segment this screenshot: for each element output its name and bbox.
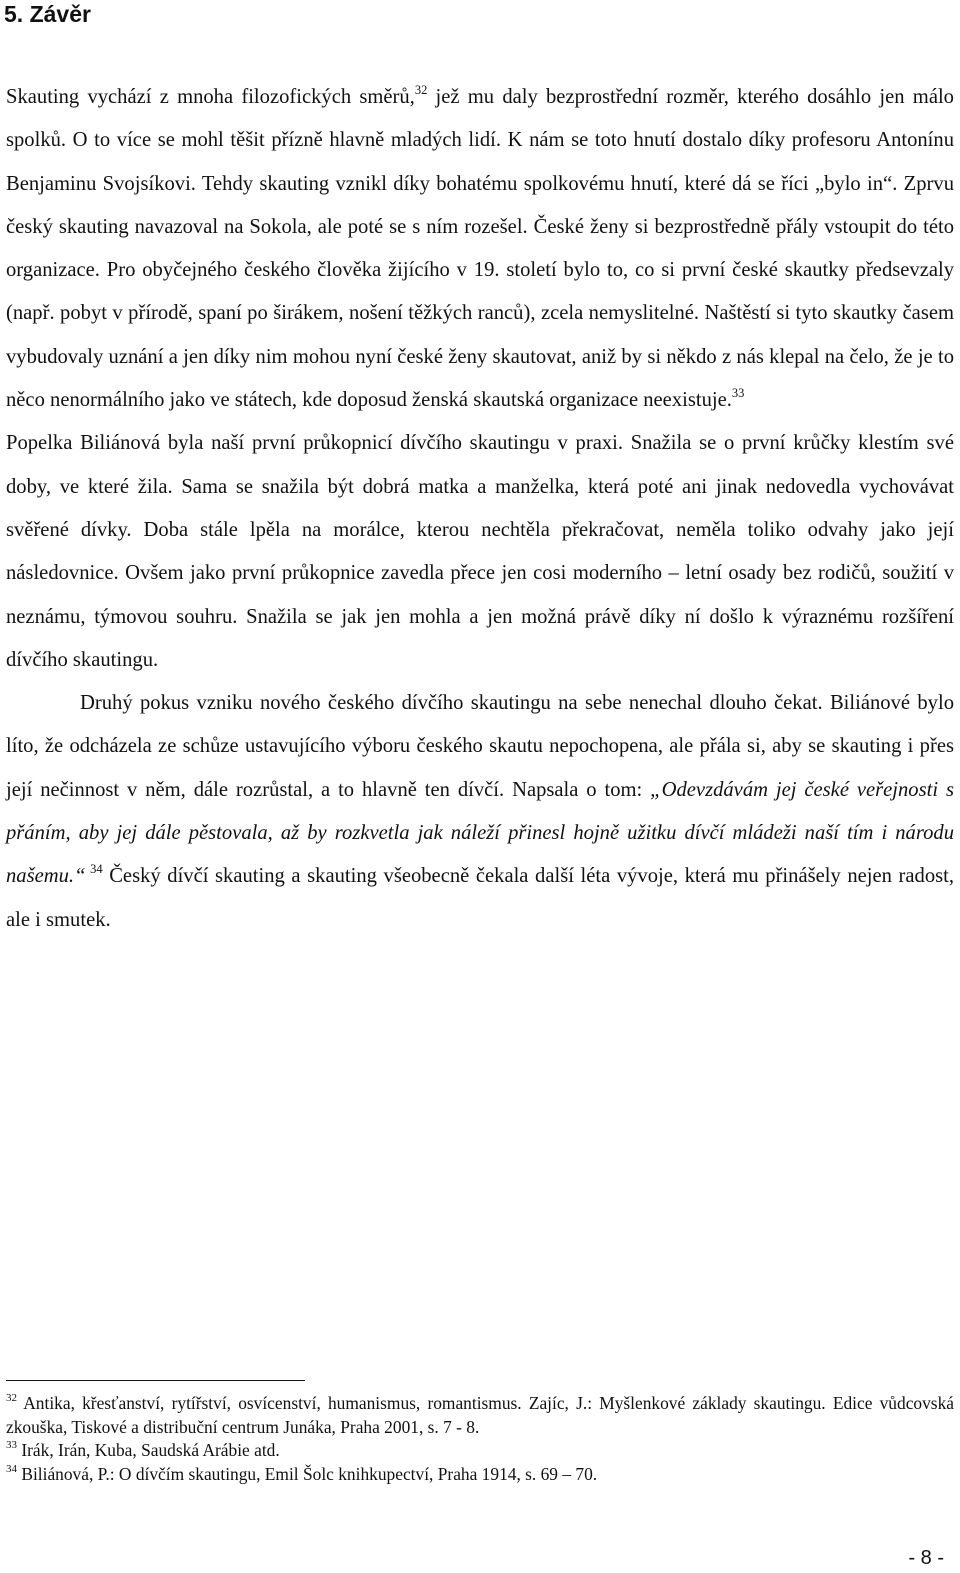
- footnote-text: Antika, křesťanství, rytířství, osvícenství, humanismus, romantismus. Zajíc, J.: Myšlenkové základy skautingu. Edice vůdcovská zkouška, Tiskové a distribuční centrum Junáka, Praha 2001, s. 7 - 8.: [6, 1393, 954, 1437]
- footnote-number: 32: [6, 1392, 17, 1404]
- paragraph-1: [6, 76, 954, 422]
- footnote-34: [6, 1463, 954, 1487]
- footnote-number: 34: [6, 1462, 17, 1475]
- paragraph-2: Popelka Biliánová byla naší první průkopnicí dívčího skautingu v praxi. Snažila se o první krůčky klestím své doby, ve které žila. Sama se snažila být dobrá matka a manželka, která poté ani jinak nedovedla vychovávat svěřené dívky. Doba stále lpěla na morálce, kterou nechtěla překračovat, neměla toliko odvahy jako její následovnice. Ovšem jako první průkopnice zavedla přece jen cosi moderního – letní osady bez rodičů, soužití v neznámu, týmovou souhru. Snažila se jak jen mohla a jen možná právě díky ní došlo k výraznému rozšíření dívčího skautingu.: [6, 432, 954, 671]
- footnote-ref-34: 34: [85, 862, 103, 877]
- chapter-heading: 5. Závěr: [4, 1, 91, 27]
- body-text: [6, 76, 954, 942]
- paragraph-3: [6, 682, 954, 942]
- footnote-separator: [6, 1380, 305, 1381]
- paragraph-3-text-a: Druhý pokus vzniku nového českého dívčího skautingu na sebe nenechal dlouho čekat. Biliánové bylo líto, že odcházela ze schůze ustavujícího výboru českého skautu nepochopena, ale přála si, aby se skauting i přes její nečinnost v něm, dále rozrůstal, a to hlavně ten dívčí. Napsala o tom:: [6, 692, 954, 801]
- footnote-text: Irák, Irán, Kuba, Saudská Arábie atd.: [17, 1440, 280, 1460]
- quotation: „Odevzdávám jej české veřejnosti s přáním, aby jej dále pěstovala, až by rozkvetla jak náleží přinesl hojně užitku dívčí mládeži naší tím i národu našemu.“: [6, 778, 954, 888]
- paragraph-3-text-b: Český dívčí skauting a skauting všeobecně čekala další léta vývoje, která mu přinášely nejen radost, ale i smutek.: [6, 865, 955, 931]
- footnote-32: [6, 1392, 954, 1439]
- paragraph-1-text-b: jež mu daly bezprostřední rozměr, kterého dosáhlo jen málo spolků. O to více se mohl těšit přízně hlavně mladých lidí. K nám se toto hnutí dostalo díky profesoru Antonínu Benjaminu Svojsíkovi. Tehdy skauting vznikl díky bohatému spolkovému hnutí, které dá se říci „bylo in“. Zprvu český skauting navazoval na Sokola, ale poté se s ním rozešel. České ženy si bezprostředně přály vstoupit do této organizace. Pro obyčejného českého člověka žijícího v 19. století bylo to, co si první české skautky předsevzaly (např. pobyt v přírodě, spaní po širákem, nošení těžkých ranců), zcela nemyslitelné. Naštěstí si tyto skautky časem vybudovaly uznání a jen díky nim mohou nyní české ženy skautovat, aniž by si někdo z nás klepal na čelo, že je to něco nenormálního jako ve státech, kde doposud ženská skautská organizace neexistuje.: [6, 86, 954, 412]
- footnote-ref-33: 33: [731, 386, 745, 401]
- footnote-number: 33: [6, 1439, 17, 1451]
- footnote-text: Biliánová, P.: O dívčím skautingu, Emil Šolc knihkupectví, Praha 1914, s. 69 – 70.: [17, 1463, 598, 1484]
- page-number: - 8 -: [908, 1547, 944, 1569]
- footnote-ref-32: 32: [414, 83, 428, 97]
- paragraph-1-text-a: Skauting vychází z mnoha filozofických směrů,: [6, 86, 415, 108]
- footnote-33: [6, 1439, 954, 1463]
- footnotes: [6, 1392, 954, 1486]
